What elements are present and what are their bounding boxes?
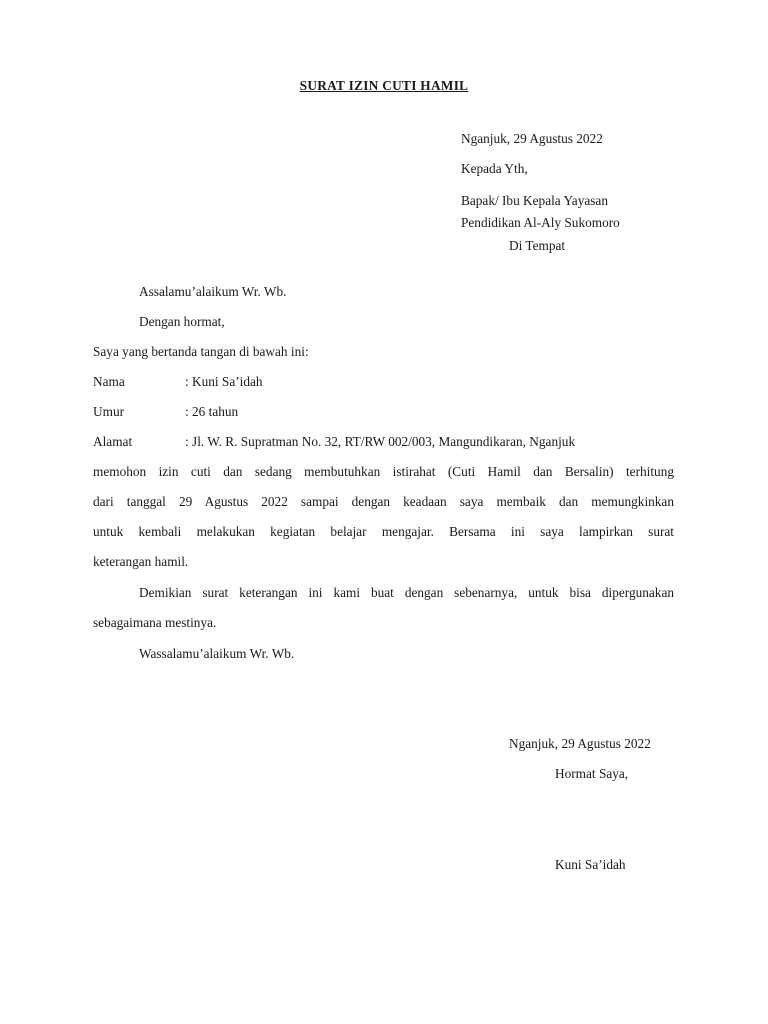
header-to-label: Kepada Yth, [461,161,528,176]
body-p1-line-4: keterangan hamil. [93,554,189,569]
field-label-umur: Umur [93,404,125,419]
body-p2-line-1: Demikian surat keterangan ini kami buat dengan sebenarnya, untuk bisa dipergunakan [139,585,674,600]
recipient-location: Di Tempat [509,238,566,253]
signature-place-date: Nganjuk, 29 Agustus 2022 [509,736,651,751]
signature-name: Kuni Sa’idah [555,857,626,872]
field-label-nama: Nama [93,374,125,389]
recipient-line-1: Bapak/ Ibu Kepala Yayasan [461,193,608,208]
body-p1-line-2: dari tanggal 29 Agustus 2022 sampai dengan keadaan saya membaik dan memungkinkan [93,494,674,509]
header-place-date: Nganjuk, 29 Agustus 2022 [461,131,603,146]
signature-hormat: Hormat Saya, [555,766,629,781]
closing-salam: Wassalamu’alaikum Wr. Wb. [139,646,295,661]
field-value-umur: : 26 tahun [185,404,239,419]
field-label-alamat: Alamat [93,434,133,449]
body-p1-line-1: memohon izin cuti dan sedang membutuhkan istirahat (Cuti Hamil dan Bersalin) terhitung [93,464,674,479]
body-p2-line-2: sebagaimana mestinya. [93,615,217,630]
greeting-salam: Assalamu’alaikum Wr. Wb. [139,284,287,299]
field-value-alamat: : Jl. W. R. Supratman No. 32, RT/RW 002/003, Mangundikaran, Nganjuk [185,434,576,449]
field-value-nama: : Kuni Sa’idah [185,374,263,389]
intro-text: Saya yang bertanda tangan di bawah ini: [93,344,309,359]
letter-title: SURAT IZIN CUTI HAMIL [299,78,469,93]
greeting-hormat: Dengan hormat, [139,314,225,329]
body-p1-line-3: untuk kembali melakukan kegiatan belajar mengajar. Bersama ini saya lampirkan surat [93,524,674,539]
recipient-line-2: Pendidikan Al-Aly Sukomoro [461,215,620,230]
